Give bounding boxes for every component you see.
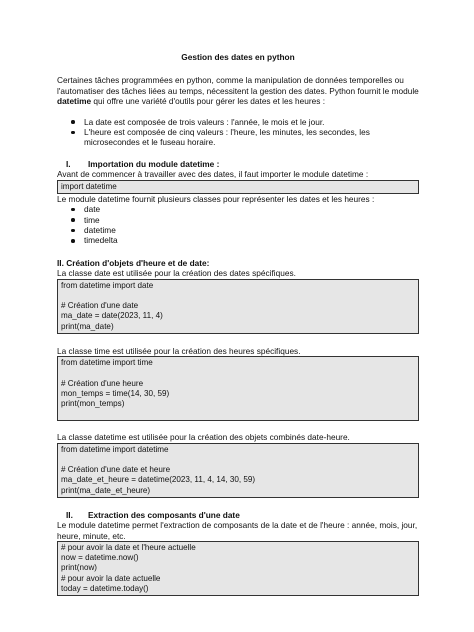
code-block-time [57, 356, 419, 421]
spacer [57, 498, 419, 510]
section-2-heading: II. Création d'objets d'heure et de date: [57, 257, 210, 268]
document-page [57, 52, 419, 596]
spacer [57, 421, 419, 432]
code-line: ma_date = date(2023, 11, 4) [61, 311, 163, 321]
code-line: print(ma_date_et_heure) [61, 485, 151, 495]
datetime-class-text: La classe datetime est utilisée pour la création des objets combinés date-heure. [57, 432, 350, 443]
classes-list [71, 204, 419, 246]
section-3-number: II. [66, 509, 73, 520]
code-line: today = datetime.today() [61, 583, 149, 593]
intro-text-start: Certaines tâches programmées en python, comme la manipulation de données temporelles ou l'automatiser des tâches liées au temps, nécessitent la gestion des dates. Python fournit le module [57, 75, 419, 96]
code-line: from datetime import date [61, 280, 154, 290]
code-line: ma_date_et_heure = datetime(2023, 11, 4, 14, 30, 59) [61, 475, 256, 485]
code-block-import [57, 180, 419, 194]
code-line: # Création d'une date [61, 301, 139, 311]
code-block-date [57, 279, 419, 334]
code-line: from datetime import time [61, 358, 153, 368]
section-3-text: Le module datetime permet l'extraction de composants de la date et de l'heure : année, mois, jour, heure, minute, etc. [57, 520, 418, 541]
code-line: from datetime import datetime [61, 444, 169, 454]
section-3-heading [57, 510, 419, 520]
code-line: print(now) [61, 563, 97, 573]
section-1-classes-text: Le module datetime fournit plusieurs classes pour représenter les dates et les heures : [57, 193, 375, 204]
section-1-title: Importation du module datetime : [88, 158, 220, 169]
intro-bullet-time: L'heure est composée de cinq valeurs : l'heure, les minutes, les secondes, les microsecondes et le fuseau horaire. [71, 127, 419, 148]
intro-bullet-date: La date est composée de trois valeurs : l'année, le mois et le jour. [71, 117, 419, 127]
code-line: mon_temps = time(14, 30, 59) [61, 388, 170, 398]
intro-bullet-list [71, 117, 419, 148]
intro-paragraph [57, 75, 419, 106]
time-class-text: La classe time est utilisée pour la création des heures spécifiques. [57, 345, 301, 356]
code-block-datetime [57, 443, 419, 498]
code-line: print(mon_temps) [61, 398, 125, 408]
section-1-number: I. [66, 158, 71, 169]
class-item-timedelta: timedelta [71, 235, 419, 245]
class-item-date: date [71, 204, 419, 214]
spacer [57, 334, 419, 346]
section-3-title: Extraction des composants d'une date [88, 509, 240, 520]
class-item-datetime: datetime [71, 225, 419, 235]
code-line: # pour avoir la date et l'heure actuelle [61, 542, 196, 552]
code-block-extraction [57, 541, 419, 596]
section-1-text: Avant de commencer à travailler avec des dates, il faut importer le module datetime : [57, 169, 369, 180]
code-line: # Création d'une heure [61, 378, 144, 388]
code-line [61, 291, 415, 301]
code-line: # Création d'une date et heure [61, 465, 171, 475]
code-line: import datetime [61, 181, 117, 191]
code-line [61, 455, 415, 465]
section-1-heading [57, 159, 419, 169]
code-line: print(ma_date) [61, 321, 114, 331]
code-line-blank [61, 409, 415, 419]
intro-bold-module: datetime [57, 96, 92, 107]
document-title: Gestion des dates en python [181, 52, 295, 62]
class-item-time: time [71, 215, 419, 225]
intro-text-end: qui offre une variété d'outils pour gérer les dates et les heures : [91, 96, 326, 107]
date-class-text: La classe date est utilisée pour la création des dates spécifiques. [57, 268, 296, 279]
code-line: # pour avoir la date actuelle [61, 573, 161, 583]
code-line: now = datetime.now() [61, 553, 139, 563]
code-line [61, 368, 415, 378]
